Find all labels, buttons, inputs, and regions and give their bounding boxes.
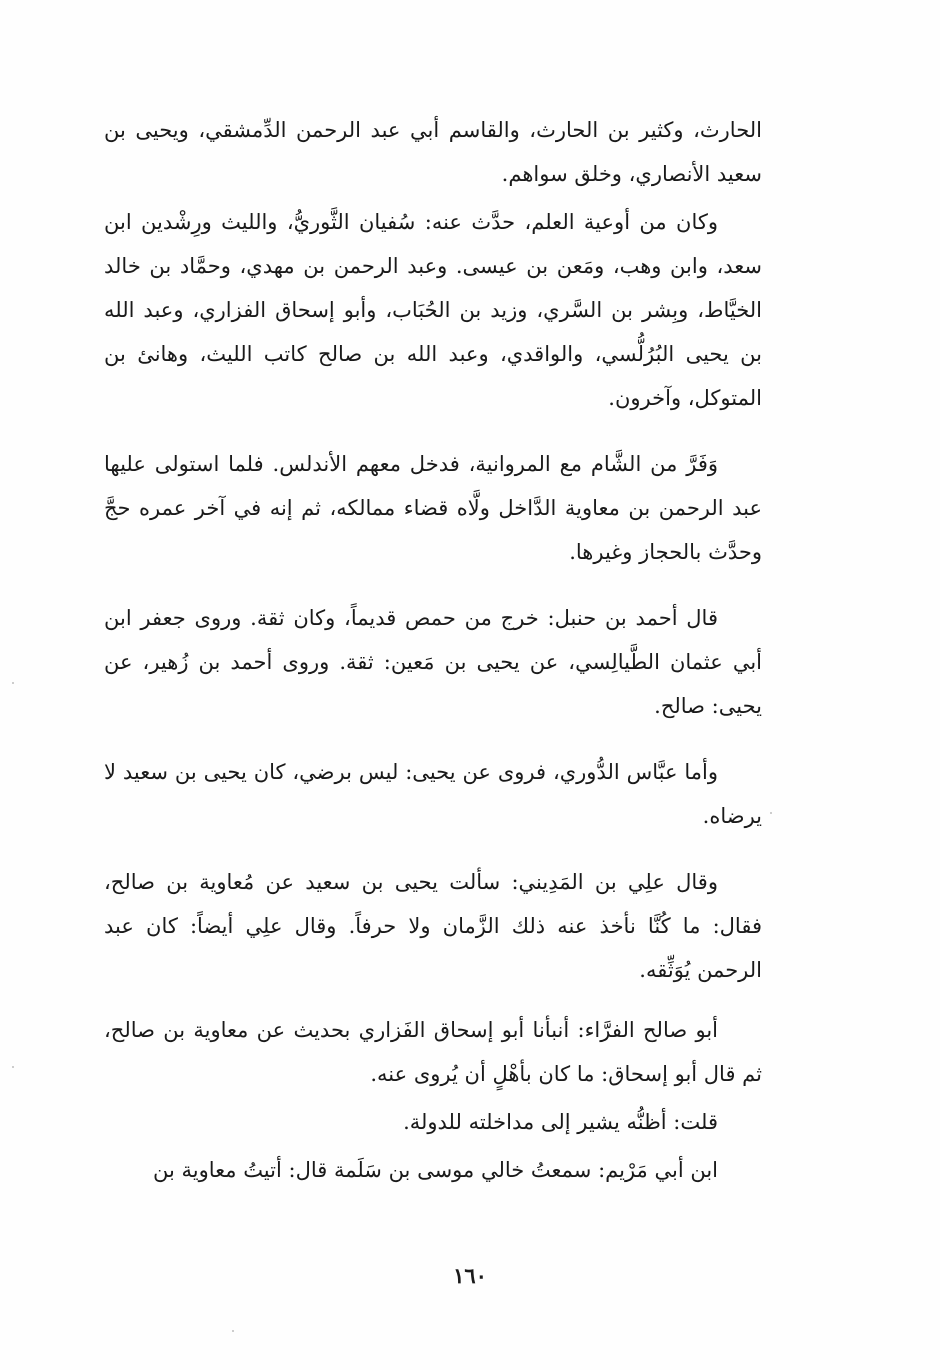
scan-speck [770, 812, 772, 814]
scan-speck [12, 682, 14, 684]
paragraph-6: وقال علِي بن المَدِيني: سألت يحيى بن سعيد عن مُعاوية بن صالح، فقال: ما كُنَّا نأخذ عنه ذلك الزَّمان ولا حرفاً. وقال علِي أيضاً: كان عبد الرحمن يُوَثِّقه. [104, 870, 762, 982]
paragraph-1: الحارث، وكثير بن الحارث، والقاسم أبي عبد الرحمن الدِّمشقي، ويحيى بن سعيد الأنصاري، وخلق سواهم. [104, 118, 762, 186]
paragraph-4: قال أحمد بن حنبل: خرج من حمص قديماً، وكان ثقة. وروى جعفر ابن أبي عثمان الطَّيالِسي، عن يحيى بن مَعين: ثقة. وروى أحمد بن زُهير، عن يحيى: صالح. [104, 606, 762, 718]
paragraph-2: وكان من أوعية العلم، حدَّث عنه: سُفيان الثَّوريُّ، والليث ورِشْدين ابن سعد، وابن وهب، ومَعن بن عيسى. وعبد الرحمن بن مهدي، وحمَّاد بن خالد الخيَّاط، وبِشر بن السَّري، وزيد بن الحُبَاب، وأبو إسحاق الفزاري، وعبد الله بن يحيى البُرُلُّسي، والواقدي، وعبد الله بن صالح كاتب الليث، وهانئ بن المتوكل، وآخرون. [104, 210, 762, 410]
scan-speck [232, 1330, 234, 1332]
scan-speck [12, 1066, 14, 1068]
paragraph-9: ابن أبي مَرْيم: سمعتُ خالي موسى بن سَلَمة قال: أتيتُ معاوية بن [152, 1158, 718, 1182]
paragraph-5: وأما عبَّاس الدُّوري، فروى عن يحيى: ليس برضي، كان يحيى بن سعيد لا يرضاه. [104, 760, 762, 828]
page-body-text [104, 108, 762, 1192]
paragraph-3: وَفَرَّ من الشَّام مع المروانية، فدخل معهم الأندلس. فلما استولى عليها عبد الرحمن بن معاوية الدَّاخل ولَّاه قضاء ممالكه، ثم إنه في آخر عمره حجَّ وحدَّث بالحجاز وغيرها. [104, 452, 762, 564]
paragraph-8: قلت: أظنُّه يشير إلى مداخلته للدولة. [403, 1110, 718, 1134]
paragraph-7: أبو صالح الفرَّاء: أنبأنا أبو إسحاق الفَزاري بحديث عن معاوية بن صالح، ثم قال أبو إسحاق: ما كان بأهْلٍ أن يُروى عنه. [104, 1018, 762, 1086]
page-number: ١٦٠ [453, 1263, 487, 1288]
